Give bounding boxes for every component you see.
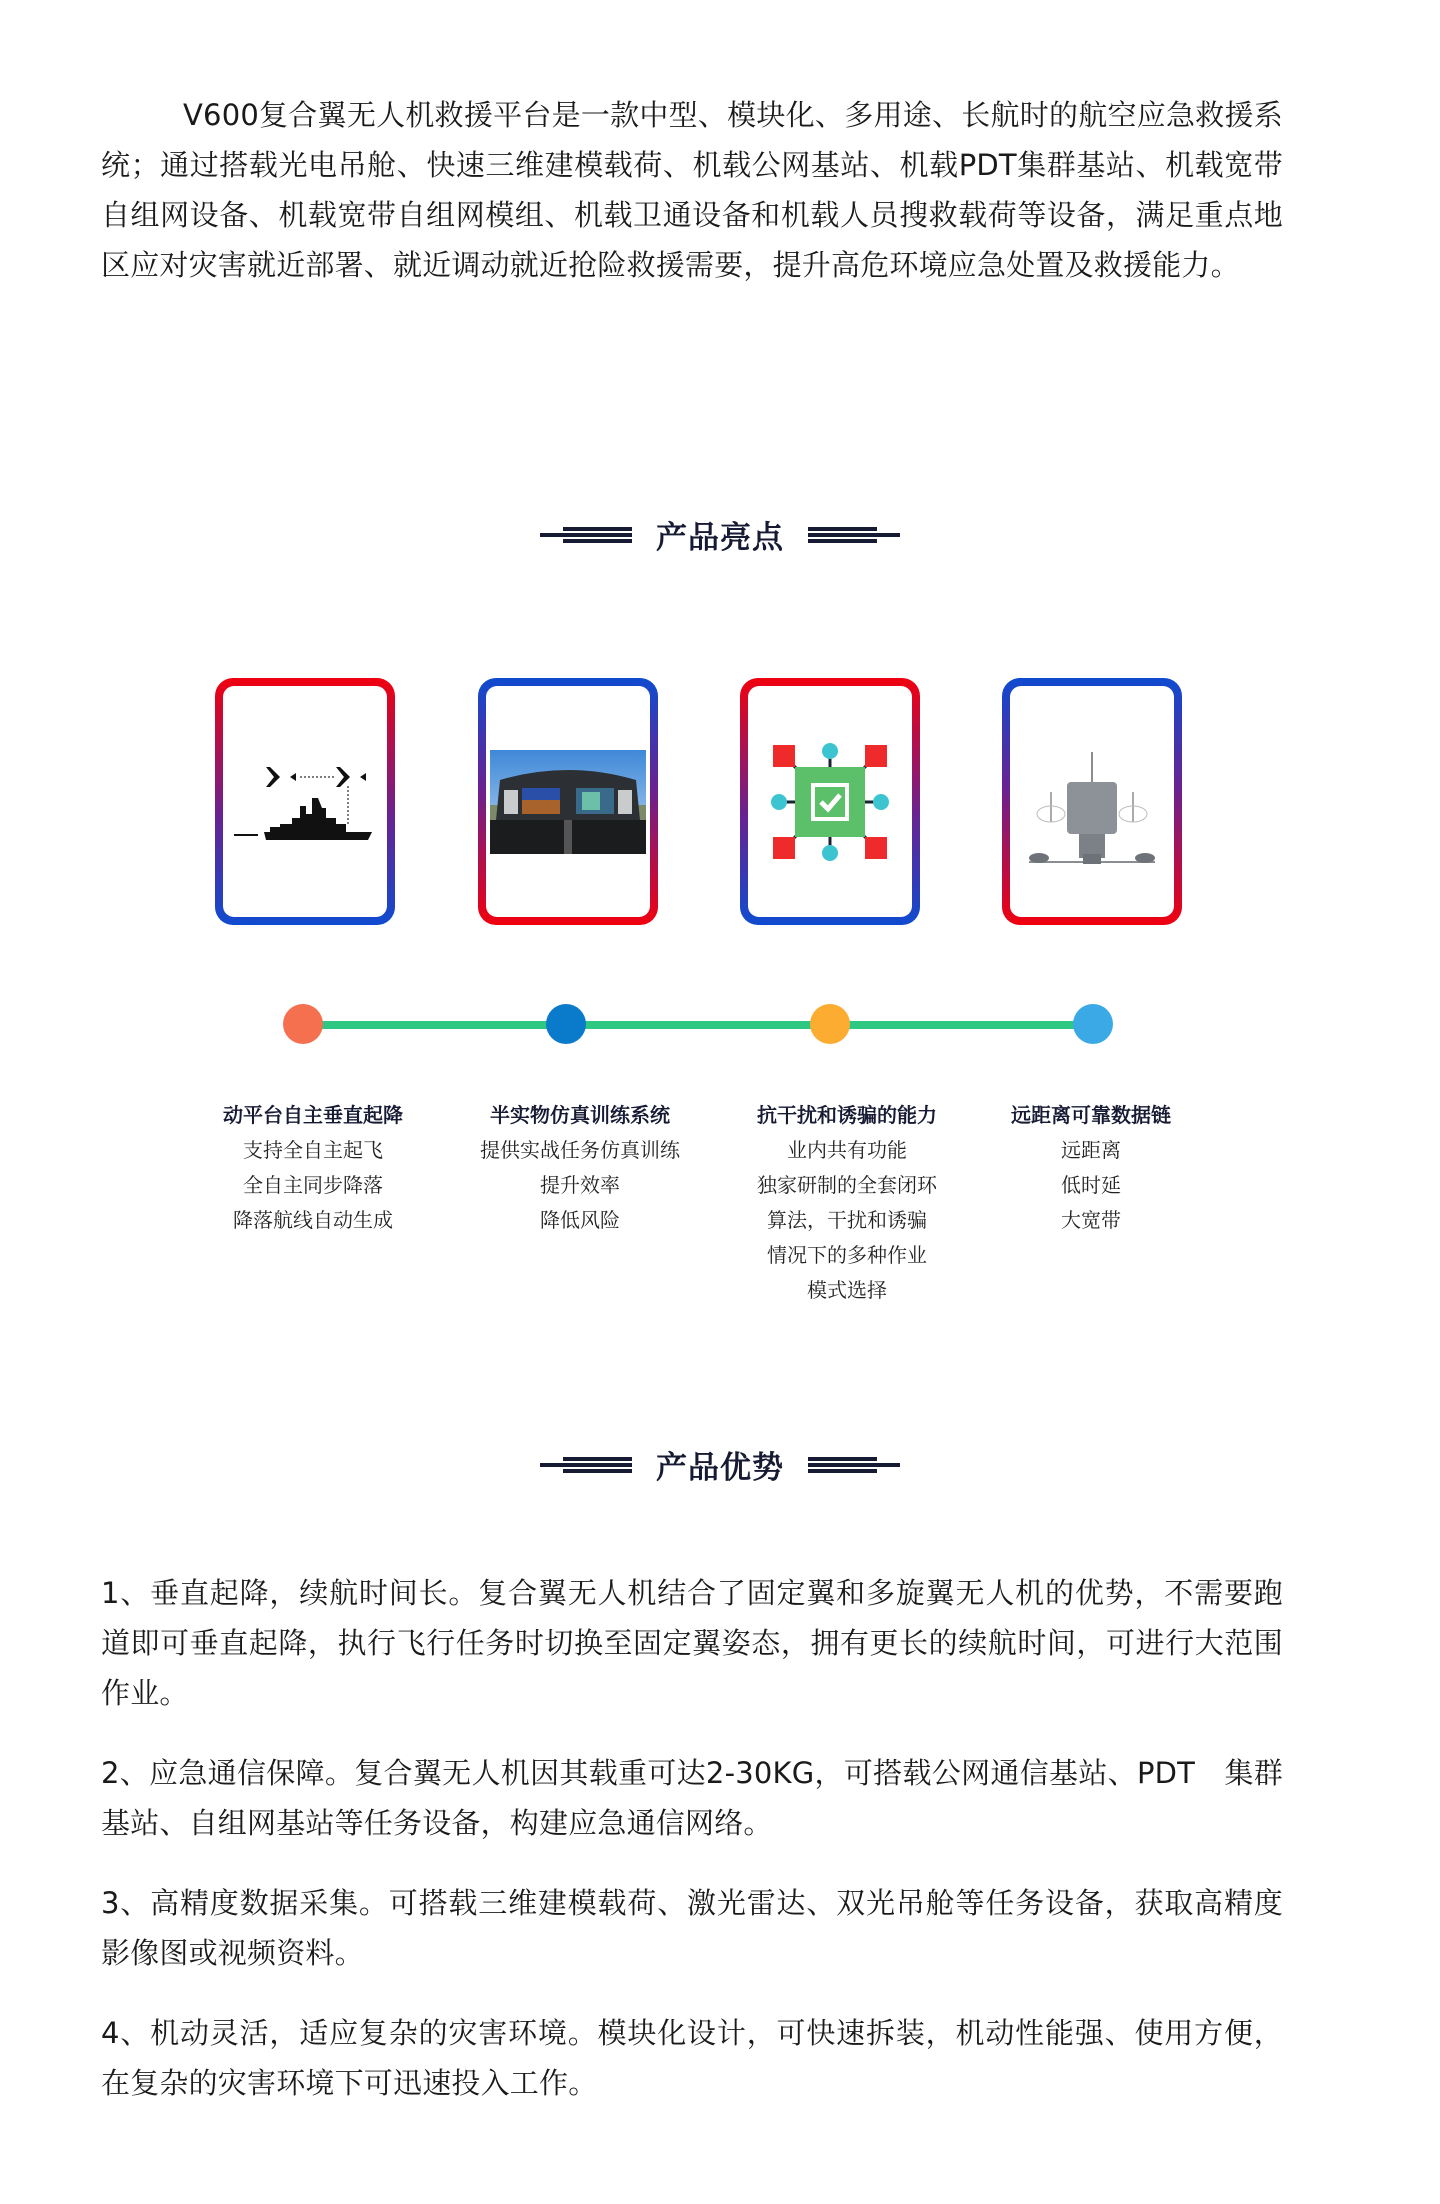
timeline-dot-3 [810, 1004, 850, 1044]
section-title: 产品优势 [656, 1449, 784, 1486]
timeline-track [303, 1021, 1093, 1029]
feature-simulator [450, 1098, 710, 1238]
feature-title: 半实物仿真训练系统 [490, 1103, 670, 1127]
highlight-card-simulator [478, 678, 658, 925]
feature-line: 算法，干扰和诱骗 [767, 1208, 927, 1232]
feature-line: 业内共有功能 [787, 1138, 907, 1162]
advantage-item-2: 2、应急通信保障。复合翼无人机因其载重可达2-30KG，可搭载公网通信基站、PDT 集群基站、自组网基站等任务设备，构建应急通信网络。 [101, 1756, 1283, 1840]
feature-title: 远距离可靠数据链 [1011, 1103, 1171, 1127]
highlight-card-vtol [215, 678, 395, 925]
heading-decoration-right [808, 524, 900, 544]
feature-title: 抗干扰和诱骗的能力 [757, 1103, 937, 1127]
advantage-item-1: 1、垂直起降，续航时间长。复合翼无人机结合了固定翼和多旋翼无人机的优势，不需要跑道即可垂直起降，执行飞行任务时切换至固定翼姿态，拥有更长的续航时间，可进行大范围作业。 [101, 1576, 1283, 1710]
intro-paragraph: V600复合翼无人机救援平台是一款中型、模块化、多用途、长航时的航空应急救援系统；通过搭载光电吊舱、快速三维建模载荷、机载公网基站、机载PDT集群基站、机载宽带自组网设备、机载宽带自组网模组、机载卫通设备和机载人员搜救载荷等设备，满足重点地区应对灾害就近部署、就近调动就近抢险救援需要，提升高危环境应急处置及救援能力。 [101, 98, 1283, 282]
ship-aircraft-landing-icon [230, 752, 380, 852]
section-heading-advantages [0, 1439, 1440, 1489]
feature-title: 动平台自主垂直起降 [223, 1103, 403, 1127]
feature-line: 低时延 [1061, 1173, 1121, 1197]
feature-vtol [183, 1098, 443, 1238]
feature-line: 提升效率 [540, 1173, 620, 1197]
heading-decoration-left [540, 524, 632, 544]
feature-line: 降低风险 [540, 1208, 620, 1232]
feature-line: 情况下的多种作业 [767, 1243, 927, 1267]
datalink-antenna-device-image [1017, 732, 1167, 872]
heading-decoration-left [540, 1454, 632, 1474]
feature-line: 远距离 [1061, 1138, 1121, 1162]
highlight-card-anti-jamming [740, 678, 920, 925]
highlight-card-datalink [1002, 678, 1182, 925]
feature-line: 独家研制的全套闭环 [757, 1173, 937, 1197]
feature-line: 提供实战任务仿真训练 [480, 1138, 680, 1162]
timeline-dot-1 [283, 1004, 323, 1044]
feature-anti-jamming [717, 1098, 977, 1308]
advantage-item-4: 4、机动灵活，适应复杂的灾害环境。模块化设计，可快速拆装，机动性能强、使用方便，在复杂的灾害环境下可迅速投入工作。 [101, 2016, 1283, 2100]
heading-decoration-right [808, 1454, 900, 1474]
feature-line: 降落航线自动生成 [233, 1208, 393, 1232]
feature-line: 支持全自主起飞 [243, 1138, 383, 1162]
section-title: 产品亮点 [656, 519, 784, 556]
network-check-icon [765, 737, 895, 867]
timeline-dot-2 [546, 1004, 586, 1044]
feature-line: 全自主同步降落 [243, 1173, 383, 1197]
cockpit-simulator-image [490, 750, 646, 854]
feature-datalink [961, 1098, 1221, 1238]
advantage-item-3: 3、高精度数据采集。可搭载三维建模载荷、激光雷达、双光吊舱等任务设备，获取高精度影像图或视频资料。 [101, 1886, 1283, 1970]
feature-line: 大宽带 [1061, 1208, 1121, 1232]
section-heading-highlights [0, 509, 1440, 559]
feature-line: 模式选择 [807, 1278, 887, 1302]
timeline-dot-4 [1073, 1004, 1113, 1044]
